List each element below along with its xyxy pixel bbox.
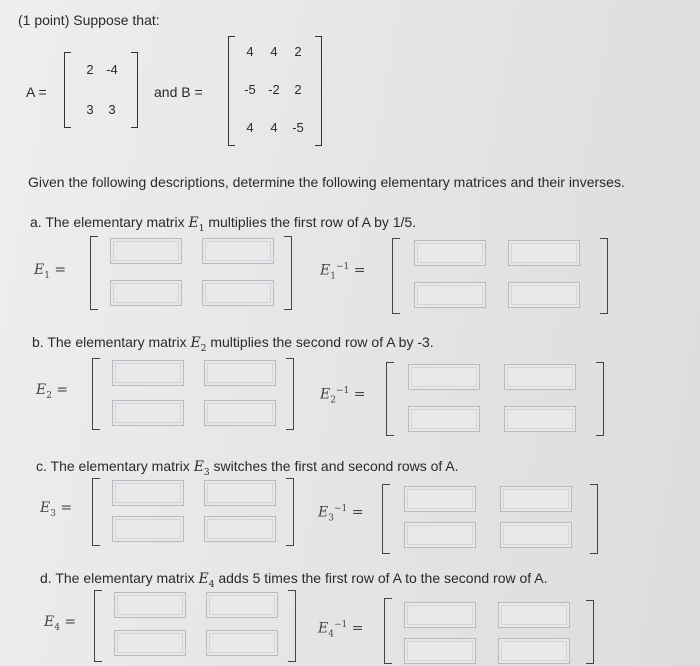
- part-suffix: adds 5 times the first row of A to the second row of A.: [218, 570, 548, 586]
- bracket-left: [382, 484, 390, 554]
- part-d-description: [40, 570, 548, 590]
- e2-input-r1c2[interactable]: [204, 360, 276, 386]
- bracket-right: [596, 362, 604, 436]
- matrix-symbol: $E_1$: [188, 215, 205, 234]
- bracket-right: [600, 238, 608, 314]
- matrix-a-cell: 2: [86, 62, 94, 77]
- e3-input-r1c1[interactable]: [112, 480, 184, 506]
- e3-input-r1c2[interactable]: [204, 480, 276, 506]
- part-suffix: multiplies the second row of A by -3.: [210, 334, 434, 350]
- matrix-b-cell: 4: [270, 44, 278, 59]
- matrix-b-cell: 4: [270, 120, 278, 135]
- part-suffix: switches the first and second rows of A.: [213, 458, 459, 474]
- e3-inverse-input-r2c1[interactable]: [404, 522, 476, 548]
- matrix-a: [64, 52, 138, 128]
- matrix-b-cell: 4: [246, 120, 254, 135]
- bracket-left: [228, 36, 235, 146]
- e2-label: $E_2$ =: [36, 382, 69, 401]
- bracket-left: [64, 52, 71, 128]
- e1-inverse-input-r1c1[interactable]: [414, 240, 486, 266]
- matrix-b-cell: -5: [244, 82, 256, 97]
- part-prefix: d. The elementary matrix: [40, 570, 195, 586]
- matrix-a-cell: -4: [106, 62, 118, 77]
- bracket-right: [286, 478, 294, 546]
- e3-input-r2c1[interactable]: [112, 516, 184, 542]
- bracket-left: [92, 478, 100, 546]
- e3-label: $E_3$ =: [40, 500, 73, 519]
- matrix-symbol: $E_2$: [190, 335, 207, 354]
- question-header: (1 point) Suppose that:: [18, 12, 160, 28]
- e4-inverse-label: $E_4^{-1}$ =: [318, 620, 364, 640]
- e1-input-r2c1[interactable]: [110, 280, 182, 306]
- bracket-left: [384, 598, 392, 664]
- bracket-right: [131, 52, 138, 128]
- e1-inverse-input-r1c2[interactable]: [508, 240, 580, 266]
- part-suffix: multiplies the first row of A by 1/5.: [208, 214, 417, 230]
- part-prefix: b. The elementary matrix: [32, 334, 187, 350]
- bracket-left: [94, 590, 102, 662]
- bracket-right: [315, 36, 322, 146]
- e4-inverse-input-r1c1[interactable]: [404, 602, 476, 628]
- matrix-b-cell: 2: [294, 44, 302, 59]
- matrix-symbol: $E_3$: [193, 459, 210, 478]
- bracket-left: [92, 358, 100, 430]
- instruction-text: Given the following descriptions, determine the following elementary matrices and their inverses.: [28, 174, 625, 190]
- part-prefix: c. The elementary matrix: [36, 458, 190, 474]
- e2-input-r2c1[interactable]: [112, 400, 184, 426]
- matrix-symbol: $E_4$: [198, 571, 215, 590]
- bracket-right: [286, 358, 294, 430]
- part-c-description: [36, 458, 459, 478]
- matrix-a-label: A =: [26, 84, 47, 100]
- bracket-left: [90, 236, 98, 310]
- e4-input-r1c2[interactable]: [206, 592, 278, 618]
- bracket-left: [392, 238, 400, 314]
- e2-input-r1c1[interactable]: [112, 360, 184, 386]
- part-prefix: a. The elementary matrix: [30, 214, 185, 230]
- e2-input-r2c2[interactable]: [204, 400, 276, 426]
- e1-inverse-label: $E_1^{-1}$ =: [320, 262, 366, 282]
- matrix-b-cell: -2: [268, 82, 280, 97]
- e4-inverse-input-r2c1[interactable]: [404, 638, 476, 664]
- e2-inverse-input-r2c1[interactable]: [408, 406, 480, 432]
- e1-input-r2c2[interactable]: [202, 280, 274, 306]
- e3-input-r2c2[interactable]: [204, 516, 276, 542]
- e4-inverse-input-r2c2[interactable]: [498, 638, 570, 664]
- matrix-b-label: and B =: [154, 84, 203, 100]
- matrix-b-cell: 4: [246, 44, 254, 59]
- matrix-b: [228, 36, 322, 146]
- e4-inverse-input-r1c2[interactable]: [498, 602, 570, 628]
- matrix-b-cell: 2: [294, 82, 302, 97]
- bracket-right: [284, 236, 292, 310]
- e4-input-r2c2[interactable]: [206, 630, 278, 656]
- e1-input-r1c2[interactable]: [202, 238, 274, 264]
- e3-inverse-label: $E_3^{-1}$ =: [318, 504, 364, 524]
- matrix-a-cell: 3: [108, 102, 116, 117]
- e4-input-r2c1[interactable]: [114, 630, 186, 656]
- e2-inverse-label: $E_2^{-1}$ =: [320, 386, 366, 406]
- e1-input-r1c1[interactable]: [110, 238, 182, 264]
- e2-inverse-input-r1c2[interactable]: [504, 364, 576, 390]
- bracket-right: [586, 600, 594, 664]
- e1-label: $E_1$ =: [34, 262, 67, 281]
- matrix-b-cell: -5: [292, 120, 304, 135]
- e3-inverse-input-r1c2[interactable]: [500, 486, 572, 512]
- part-a-description: [30, 214, 416, 234]
- e2-inverse-input-r2c2[interactable]: [504, 406, 576, 432]
- bracket-left: [386, 362, 394, 436]
- part-b-description: [32, 334, 434, 354]
- bracket-right: [590, 484, 598, 554]
- e3-inverse-input-r2c2[interactable]: [500, 522, 572, 548]
- e4-label: $E_4$ =: [44, 614, 77, 633]
- e2-inverse-input-r1c1[interactable]: [408, 364, 480, 390]
- e1-inverse-input-r2c1[interactable]: [414, 282, 486, 308]
- e4-input-r1c1[interactable]: [114, 592, 186, 618]
- matrix-a-cell: 3: [86, 102, 94, 117]
- e3-inverse-input-r1c1[interactable]: [404, 486, 476, 512]
- bracket-right: [288, 590, 296, 662]
- e1-inverse-input-r2c2[interactable]: [508, 282, 580, 308]
